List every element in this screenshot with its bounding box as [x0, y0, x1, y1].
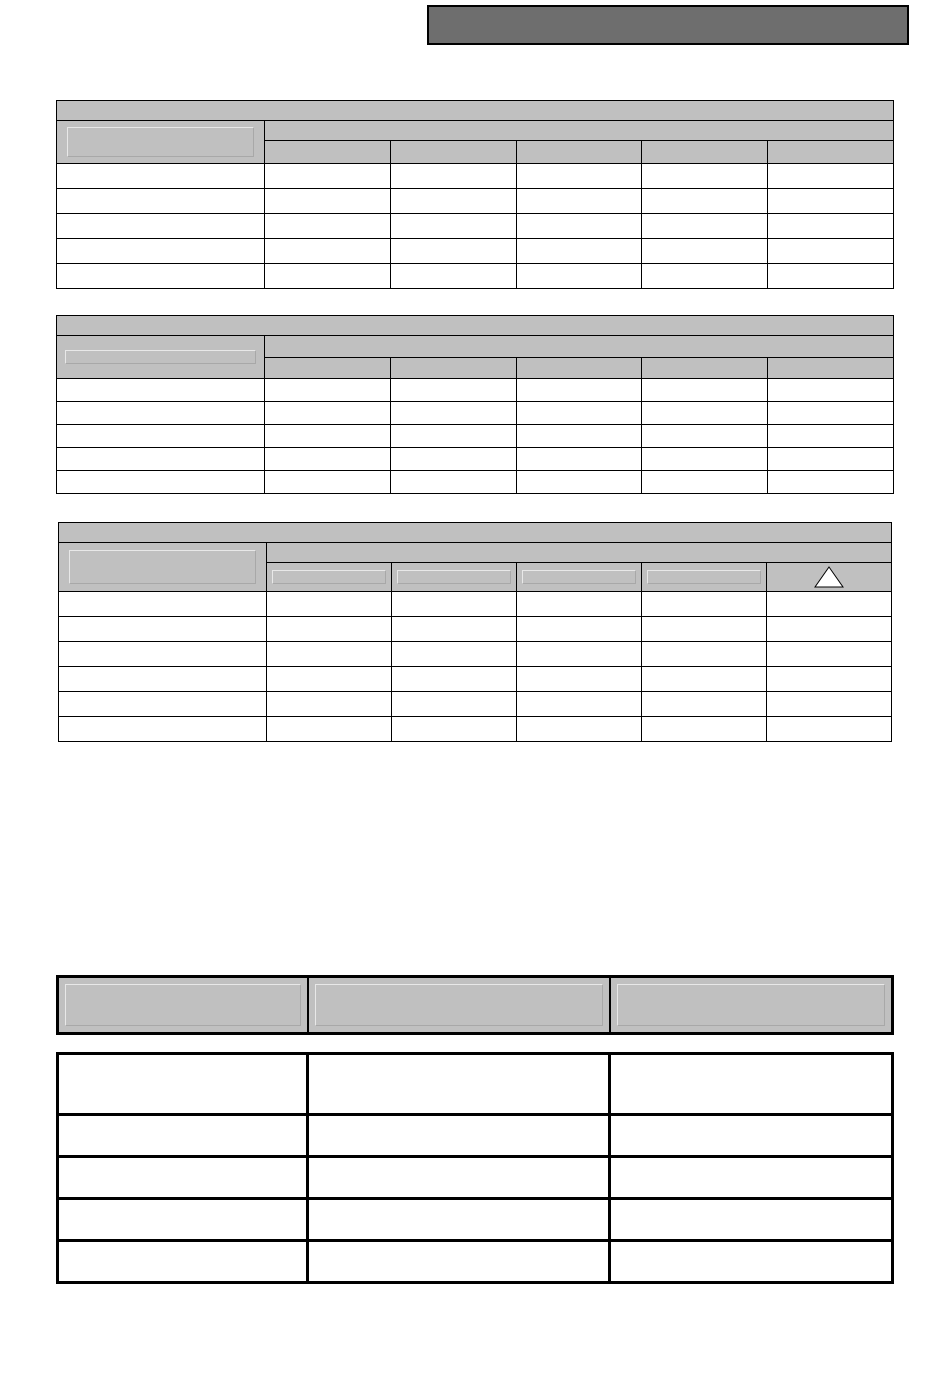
label-header — [59, 543, 267, 592]
table-row — [57, 402, 894, 425]
table-row — [58, 1157, 893, 1199]
table-row — [57, 214, 894, 239]
column-header — [392, 563, 517, 592]
table-title — [57, 101, 894, 121]
group-header — [265, 336, 894, 358]
group-header — [265, 121, 894, 141]
table-row — [57, 164, 894, 189]
table-row — [59, 717, 892, 742]
table-title — [57, 316, 894, 336]
spec-table-3 — [58, 522, 892, 742]
comparison-header-cell — [611, 978, 891, 1032]
column-header — [768, 141, 894, 164]
column-header — [767, 563, 892, 592]
spec-table-1 — [56, 100, 894, 289]
spec-table-2 — [56, 315, 894, 494]
table-row — [57, 471, 894, 494]
table-row — [57, 264, 894, 289]
column-header — [265, 141, 391, 164]
comparison-header-cell — [309, 978, 611, 1032]
table-row — [57, 189, 894, 214]
column-header — [265, 357, 391, 379]
table-title — [59, 523, 892, 543]
column-header — [390, 357, 516, 379]
column-header — [642, 563, 767, 592]
table-row — [58, 1115, 893, 1157]
table-row — [57, 239, 894, 264]
label-header — [57, 121, 265, 164]
comparison-header-cell — [59, 978, 309, 1032]
table-row — [59, 692, 892, 717]
column-header — [516, 141, 642, 164]
table-row — [59, 667, 892, 692]
table-row — [59, 642, 892, 667]
column-header — [642, 141, 768, 164]
table-row — [59, 592, 892, 617]
column-header — [390, 141, 516, 164]
warning-triangle-icon — [814, 566, 844, 588]
group-header — [267, 543, 892, 563]
table-row — [58, 1054, 893, 1115]
column-header — [517, 563, 642, 592]
column-header — [267, 563, 392, 592]
comparison-table — [56, 1052, 894, 1284]
table-row — [58, 1241, 893, 1283]
table-row — [58, 1199, 893, 1241]
label-header — [57, 336, 265, 379]
comparison-header — [56, 975, 894, 1035]
page-header-bar — [427, 5, 909, 45]
column-header — [642, 357, 768, 379]
column-header — [768, 357, 894, 379]
table-row — [57, 448, 894, 471]
table-row — [57, 379, 894, 402]
column-header — [516, 357, 642, 379]
table-row — [59, 617, 892, 642]
table-row — [57, 425, 894, 448]
